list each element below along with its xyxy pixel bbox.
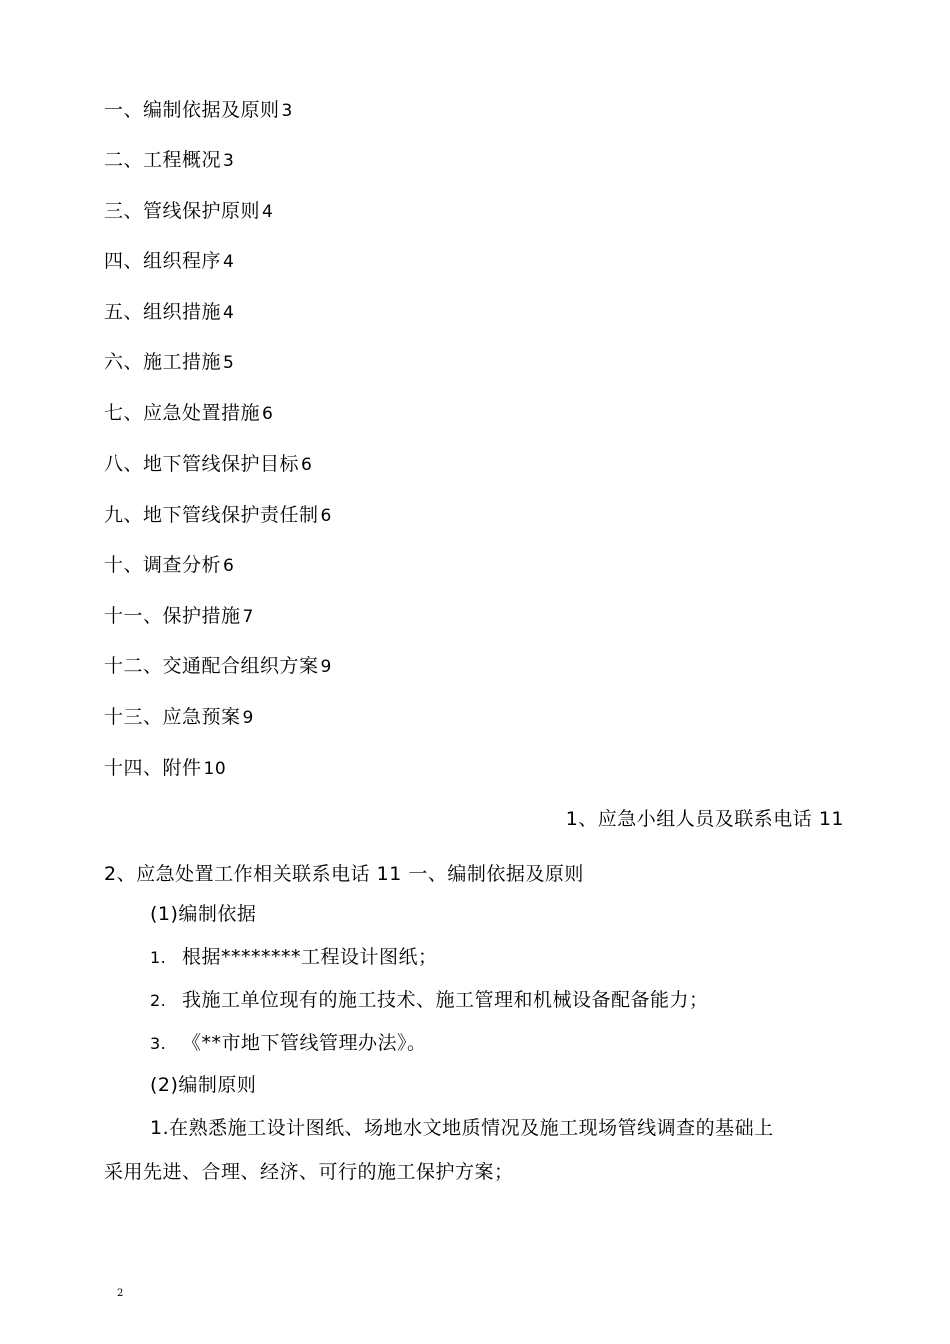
toc-entry-page: 6 <box>320 506 332 526</box>
toc-entry-label: 六、施工措施 <box>104 351 222 373</box>
toc-entry-label: 四、组织程序 <box>104 250 222 272</box>
toc-entry[interactable] <box>104 503 332 528</box>
toc-entry[interactable] <box>104 300 234 325</box>
toc-entry-label: 十二、交通配合组织方案 <box>104 655 319 677</box>
toc-entry-label: 十四、附件 <box>104 757 202 779</box>
toc-entry-label: 七、应急处置措施 <box>104 402 261 424</box>
toc-entry-page: 6 <box>301 455 313 475</box>
toc-entry-page: 3 <box>223 151 235 171</box>
toc-entry-page: 4 <box>262 202 274 222</box>
toc-entry[interactable] <box>104 98 293 123</box>
toc-entry[interactable] <box>104 604 254 629</box>
toc-sub-entry-and-section-heading: 2、应急处置工作相关联系电话 11 一、编制依据及原则 <box>104 863 584 885</box>
toc-entry-page: 9 <box>242 708 254 728</box>
toc-entry-label: 十三、应急预案 <box>104 706 241 728</box>
principle-paragraph-line: 1.在熟悉施工设计图纸、场地水文地质情况及施工现场管线调查的基础上 <box>150 1117 774 1139</box>
toc-entry-page: 3 <box>281 101 293 121</box>
toc-entry[interactable] <box>104 553 234 578</box>
toc-entry[interactable] <box>104 148 234 173</box>
principle-heading: (2)编制原则 <box>150 1074 257 1096</box>
page-number: 2 <box>117 1288 124 1299</box>
toc-entry-page: 4 <box>223 303 235 323</box>
basis-item <box>150 945 438 970</box>
toc-entry-page: 7 <box>242 607 254 627</box>
toc-entry[interactable] <box>104 199 273 224</box>
toc-entry-label: 十一、保护措施 <box>104 605 241 627</box>
toc-entry-page: 5 <box>223 353 235 373</box>
toc-entry[interactable] <box>104 249 234 274</box>
toc-sub-entry[interactable]: 1、应急小组人员及联系电话 11 <box>565 808 844 830</box>
toc-entry-label: 三、管线保护原则 <box>104 200 261 222</box>
toc-entry-label: 五、组织措施 <box>104 301 222 323</box>
toc-entry-label: 十、调查分析 <box>104 554 222 576</box>
toc-entry-label: 八、地下管线保护目标 <box>104 453 300 475</box>
toc-entry-label: 二、工程概况 <box>104 149 222 171</box>
toc-entry-page: 4 <box>223 252 235 272</box>
basis-item-text: 我施工单位现有的施工技术、施工管理和机械设备配备能力； <box>182 989 709 1011</box>
toc-entry[interactable] <box>104 401 273 426</box>
toc-entry-page: 9 <box>320 657 332 677</box>
basis-item-text: 《**市地下管线管理办法》。 <box>182 1032 427 1054</box>
basis-item-number: 2. <box>150 991 167 1010</box>
basis-item <box>150 988 709 1013</box>
toc-entry[interactable] <box>104 705 254 730</box>
toc-entry[interactable] <box>104 350 234 375</box>
toc-entry-page: 10 <box>203 759 227 779</box>
toc-entry-label: 一、编制依据及原则 <box>104 99 280 121</box>
basis-item-number: 3. <box>150 1034 167 1053</box>
toc-entry[interactable] <box>104 756 226 781</box>
basis-item-number: 1. <box>150 948 167 967</box>
basis-heading: (1)编制依据 <box>150 903 257 925</box>
basis-item <box>150 1031 427 1056</box>
toc-entry-label: 九、地下管线保护责任制 <box>104 504 319 526</box>
toc-entry-page: 6 <box>262 404 274 424</box>
toc-entry[interactable] <box>104 654 332 679</box>
principle-paragraph-line: 采用先进、合理、经济、可行的施工保护方案； <box>104 1161 514 1183</box>
toc-entry[interactable] <box>104 452 312 477</box>
toc-entry-page: 6 <box>223 556 235 576</box>
basis-item-text: 根据********工程设计图纸； <box>182 946 438 968</box>
